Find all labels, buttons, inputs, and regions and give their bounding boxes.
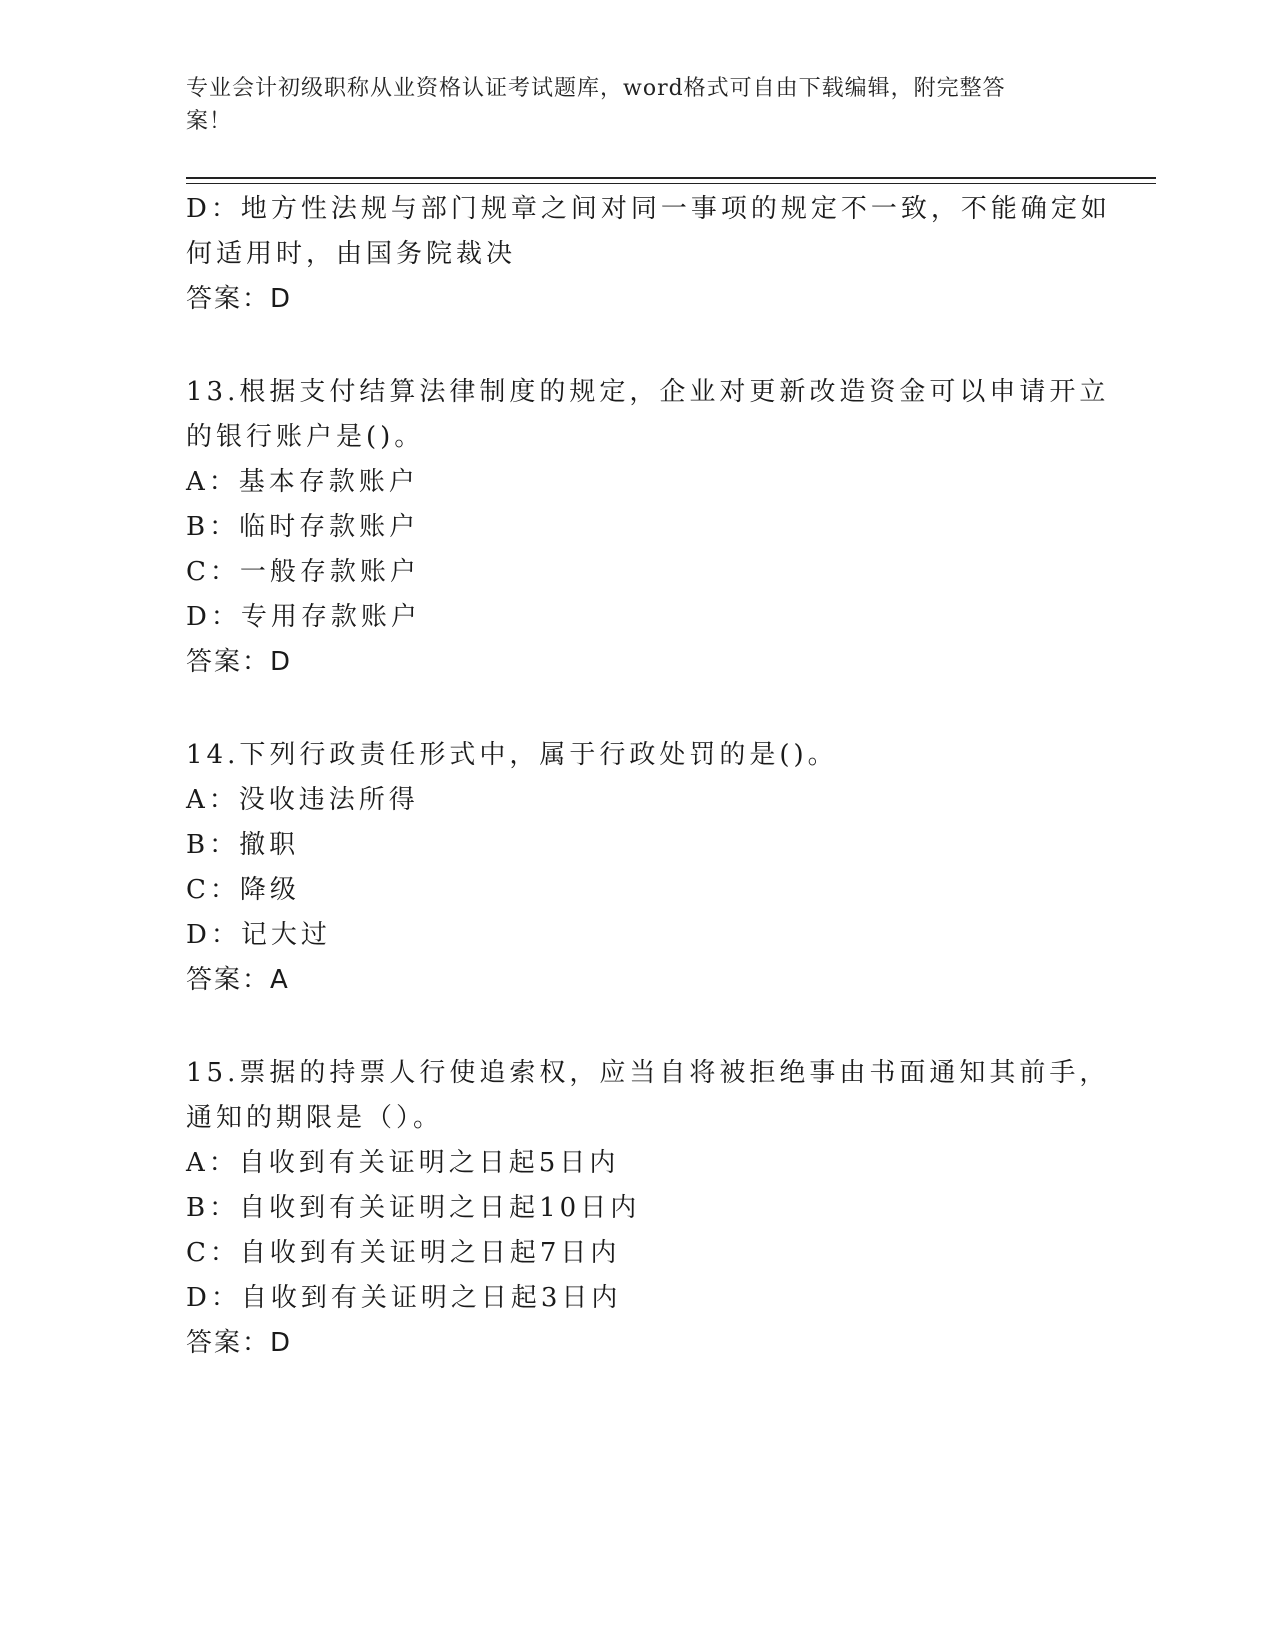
- question-12: [186, 187, 1126, 322]
- question-stem-continued: 通知的期限是（）。: [186, 1103, 444, 1133]
- option-d-continued: 何适用时，由国务院裁决: [186, 239, 517, 269]
- header-line-2: 案！: [186, 109, 233, 134]
- option-b: B：临时存款账户: [186, 512, 420, 542]
- question-15: [186, 1051, 1126, 1366]
- answer: 答案：D: [186, 284, 293, 314]
- header-rule-thin: [186, 183, 1156, 184]
- answer: 答案：D: [186, 1328, 293, 1358]
- question-content: [186, 187, 1126, 1366]
- header-line-1: 专业会计初级职称从业资格认证考试题库，word格式可自由下载编辑，附完整答: [186, 76, 1006, 101]
- question-stem: 13.根据支付结算法律制度的规定，企业对更新改造资金可以申请开立: [186, 377, 1110, 407]
- option-a: A：自收到有关证明之日起5日内: [186, 1148, 620, 1178]
- option-c: C：自收到有关证明之日起7日内: [186, 1238, 621, 1268]
- question-14: [186, 733, 1126, 1003]
- option-c: C：一般存款账户: [186, 557, 420, 587]
- header-rule-thick: [186, 177, 1156, 179]
- question-stem: 14.下列行政责任形式中，属于行政处罚的是()。: [186, 740, 838, 770]
- answer: 答案：A: [186, 965, 290, 995]
- option-a: A：没收违法所得: [186, 785, 419, 815]
- question-stem: 15.票据的持票人行使追索权，应当自将被拒绝事由书面通知其前手，: [186, 1058, 1110, 1088]
- option-a: A：基本存款账户: [186, 467, 419, 497]
- question-13: [186, 370, 1126, 685]
- option-b: B：撤职: [186, 830, 300, 860]
- option-d: D：地方性法规与部门规章之间对同一事项的规定不一致，不能确定如: [186, 194, 1111, 224]
- question-stem-continued: 的银行账户是()。: [186, 422, 425, 452]
- option-c: C：降级: [186, 875, 300, 905]
- option-b: B：自收到有关证明之日起10日内: [186, 1193, 641, 1223]
- answer: 答案：D: [186, 647, 293, 677]
- document-header: [186, 72, 1066, 138]
- option-d: D：记大过: [186, 920, 331, 950]
- option-d: D：专用存款账户: [186, 602, 421, 632]
- option-d: D：自收到有关证明之日起3日内: [186, 1283, 622, 1313]
